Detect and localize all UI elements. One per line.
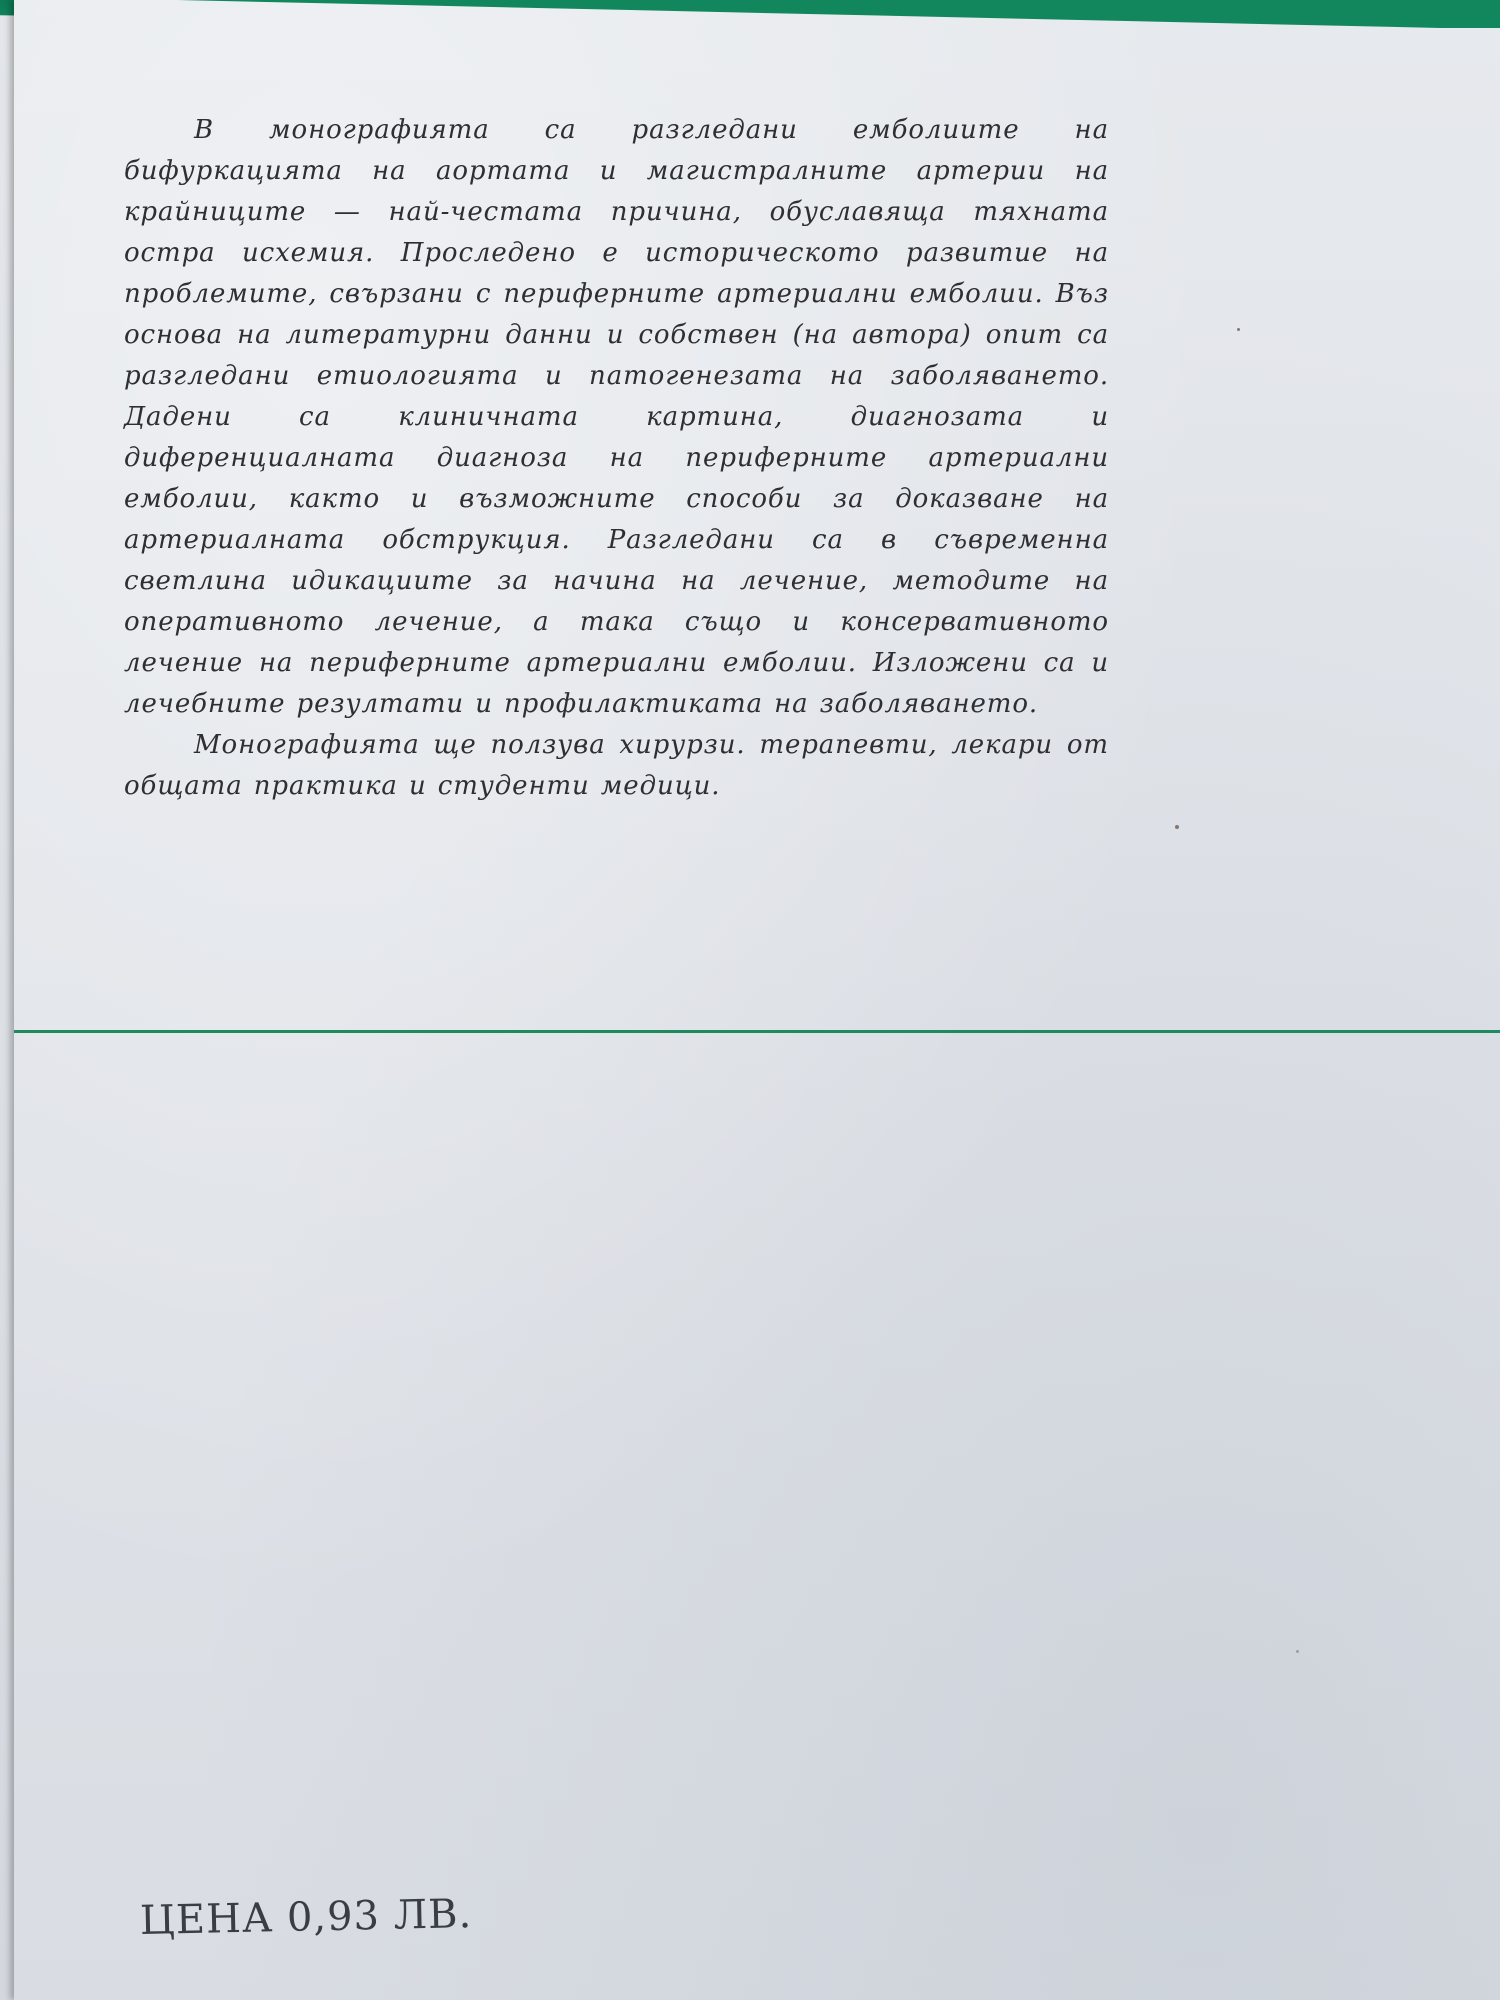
paper-spot: [1175, 825, 1179, 829]
green-divider-line: [14, 1030, 1500, 1033]
paper-spot: [1296, 1650, 1299, 1653]
price-label: ЦЕНА 0,93 ЛВ.: [139, 1891, 473, 1944]
blurb-text: [124, 110, 1109, 807]
blurb-paragraph-audience: Монографията ще ползува хирурзи. терапевти, лекари от общата практика и студенти медици.: [124, 730, 1109, 801]
blurb-paragraph-description: В монографията са разгледани емболиите на бифуркацията на аортата и магистралните артерии на крайниците — най-честата причина, обуславяща тяхната остра исхемия. Проследено е историческото развитие на проблемите, свързани с периферните артериални емболии. Въз основа на литературни данни и собствен (на автора) опит са разгледани етиологията и патогенезата на заболяването. Дадени са клиничната картина, диагнозата и диференциалната диагноза на периферните артериални емболии, както и възможните способи за доказване на артериалната обструкция. Разгледани са в съвременна светлина идикациите за начина на лечение, методите на оперативното лечение, а така също и консервативното лечение на периферните артериални емболии. Изложени са и лечебните резултати и профилактиката на заболяването.: [124, 115, 1109, 719]
paper-spot: [1237, 328, 1240, 331]
back-cover: [14, 0, 1500, 2000]
